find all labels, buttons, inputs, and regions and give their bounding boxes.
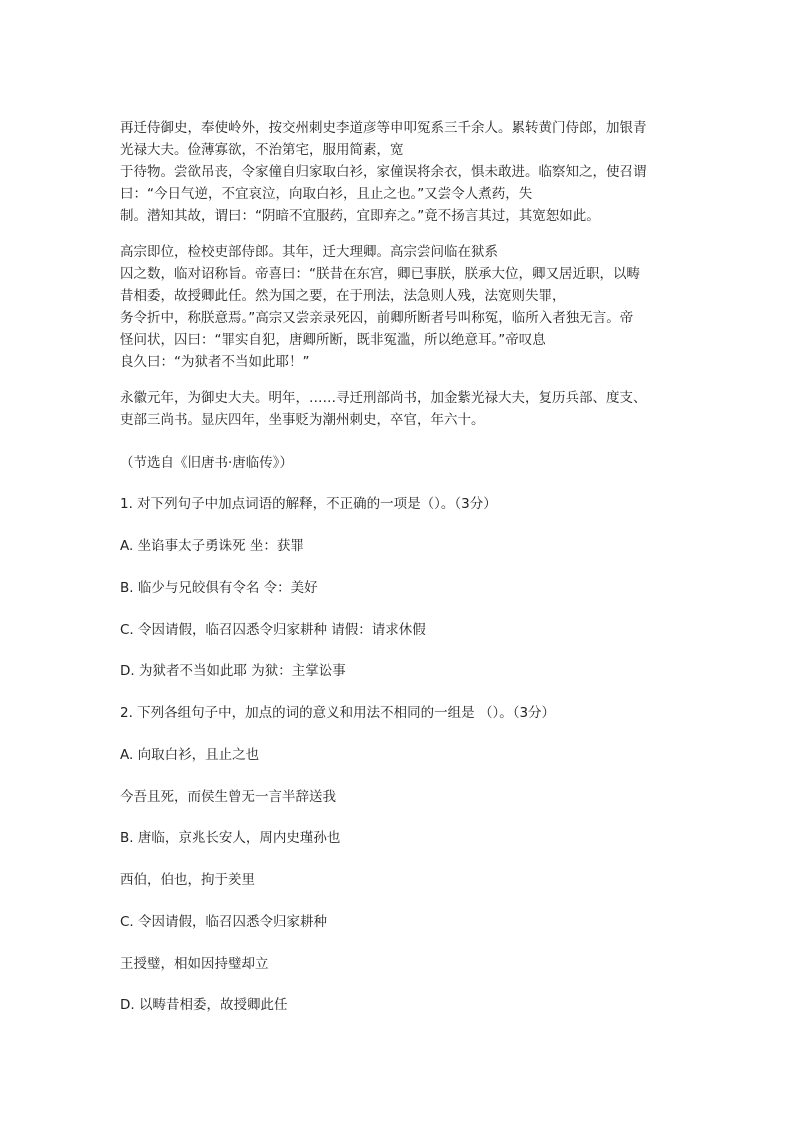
question-option: D. 以畴昔相委，故授卿此任 [120,997,288,1013]
paragraph-line: 吏部三尚书。显庆四年，坐事贬为潮州刺史，卒官，年六十。 [120,412,485,428]
paragraph-line: 高宗即位，检校吏部侍郎。其年，迁大理卿。高宗尝问临在狱系 [120,244,498,260]
question-option: A. 向取白衫，且止之也 [120,747,260,763]
question-option: A. 坐谄事太子勇诛死 坐：获罪 [120,538,304,554]
paragraph-line: 良久曰：“为狱者不当如此耶！” [120,354,310,370]
question-stem: 1. 对下列句子中加点词语的解释，不正确的一项是（）。（3分） [120,496,497,512]
question-stem: 2. 下列各组句子中，加点的词的意义和用法不相同的一组是 （）。（3分） [120,705,556,721]
paragraph-line: 制。潜知其故，谓曰：“阴暗不宜服药，宜即弃之。”竟不扬言其过，其宽恕如此。 [120,208,600,224]
paragraph-line: 再迁侍御史，奉使岭外，按交州刺史李道彦等申叩冤系三千余人。累转黄门侍郎，加银青 [120,120,647,136]
paragraph-line: 囚之数，临对诏称旨。帝喜曰：“朕昔在东宫，卿已事朕，朕承大位，卿又居近职，以畴 [120,266,640,282]
question-option: B. 唐临，京兆长安人，周内史瑾孙也 [120,830,341,846]
question-option: D. 为狱者不当如此耶 为狱：主掌讼事 [120,663,346,679]
source-citation: （节选自《旧唐书·唐临传》） [120,455,294,471]
question-option: B. 临少与兄皎俱有令名 令：美好 [120,580,318,596]
question-option: 王授璧，相如因持璧却立 [120,956,269,972]
paragraph-line: 怪问状，囚曰：“罪实自犯，唐卿所断，既非冤滥，所以绝意耳。”帝叹息 [120,332,546,348]
question-option: C. 令因请假，临召囚悉令归家耕种 [120,914,328,930]
paragraph-line: 曰：“今日气逆，不宜哀泣，向取白衫，且止之也。”又尝令人煮药，失 [120,186,533,202]
paragraph-line: 昔相委，故授卿此任。然为国之要，在于刑法，法急则人残，法宽则失罪， [120,288,566,304]
paragraph-line: 永徽元年，为御史大夫。明年，……寻迁刑部尚书，加金紫光禄大夫，复历兵部、度支、 [120,390,647,406]
paragraph-line: 光禄大夫。俭薄寡欲，不治第宅，服用简素，宽 [120,142,404,158]
paragraph-line: 务令折中，称朕意焉。”高宗又尝亲录死囚，前卿所断者号叫称冤，临所入者独无言。帝 [120,310,634,326]
question-option: 今吾且死，而侯生曾无一言半辞送我 [120,789,336,805]
paragraph-line: 于待物。尝欲吊丧，令家僮自归家取白衫，家僮误将余衣，惧未敢进。临察知之，使召谓 [120,164,647,180]
question-option: 西伯，伯也，拘于羑里 [120,872,255,888]
question-option: C. 令因请假，临召囚悉令归家耕种 请假：请求休假 [120,622,426,638]
